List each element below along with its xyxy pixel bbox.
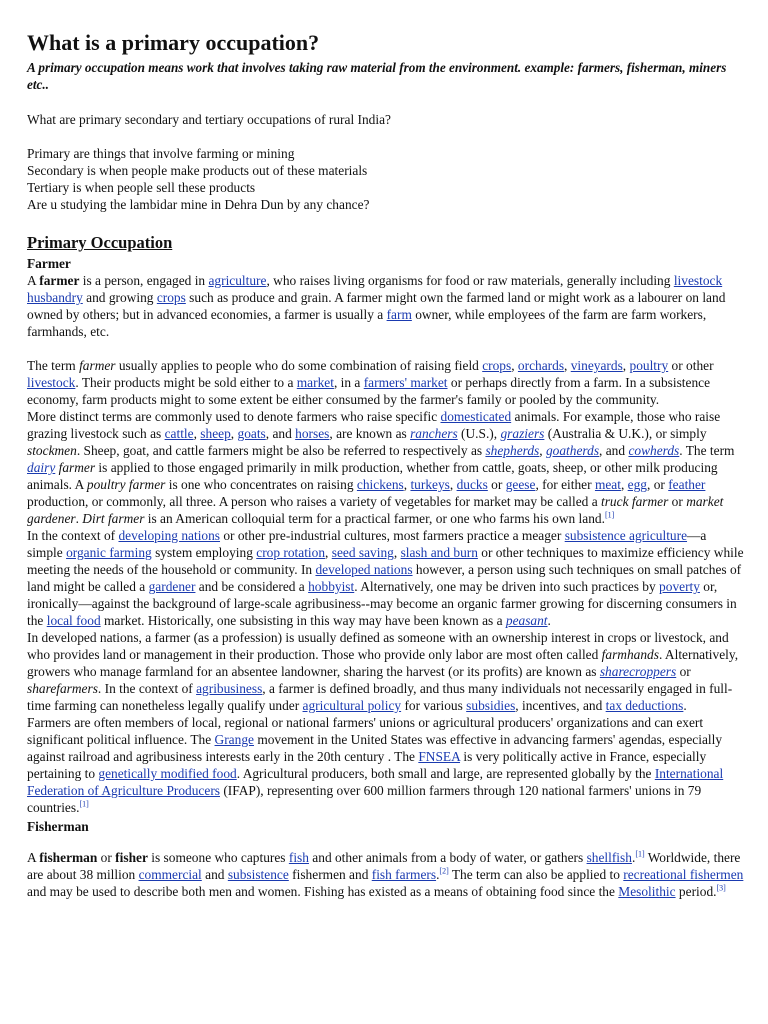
wiki-link[interactable]: market — [296, 375, 334, 390]
wiki-link[interactable]: Grange — [214, 732, 254, 747]
italic-term: poultry farmer — [86, 477, 166, 492]
farmer-paragraph-1: A farmer is a person, engaged in agriculture, who raises living organisms for food or raw materials, generally including livestock husbandry and growing crops such as produce and grain. A farmer might own the farmed land or might work as a labourer on land owned by others; but in advanced economies, a farmer is usually a farm owner, while employees of the farm are farm workers, farmhands, etc. — [27, 273, 726, 339]
wiki-link[interactable]: peasant — [505, 613, 548, 628]
wiki-link[interactable]: crops — [156, 290, 186, 305]
wiki-link[interactable]: subsistence — [227, 867, 289, 882]
citation-link[interactable]: [2] — [439, 866, 449, 876]
answer-line: Secondary is when people make products out of these materials — [27, 163, 368, 178]
italic-term: farmhands — [601, 647, 659, 662]
wiki-link[interactable]: commercial — [138, 867, 202, 882]
wiki-link[interactable]: cowherds — [628, 443, 680, 458]
wiki-link[interactable]: organic farming — [66, 545, 152, 560]
fisherman-heading: Fisherman — [27, 819, 89, 834]
wiki-link[interactable]: gardener — [148, 579, 196, 594]
wiki-link[interactable]: shellfish — [586, 850, 632, 865]
wiki-link[interactable]: sheep — [200, 426, 231, 441]
citation-link[interactable]: [1] — [79, 799, 89, 809]
wiki-link[interactable]: husbandry — [27, 290, 83, 305]
farmer-paragraph-6: Farmers are often members of local, regional or national farmers' unions or agricultural producers' organizations and can exert significant political influence. The Grange movement in the United States was effective in advancing farmers' agendas, especially against railroad and agribusiness interests early in the 20th century . The FNSEA is very politically active in France, especially pertaining to genetically modified food. Agricultural producers, both small and large, are represented globally by the International Federation of Agriculture Producers (IFAP), representing over 600 million farmers through 120 national farmers' unions in 79 countries.[1] — [27, 715, 724, 815]
wiki-link[interactable]: recreational fishermen — [623, 867, 744, 882]
wiki-link[interactable]: egg — [627, 477, 648, 492]
wiki-link[interactable]: developed nations — [315, 562, 413, 577]
wiki-link[interactable]: hobbyist — [308, 579, 355, 594]
section-heading: Primary Occupation — [27, 233, 173, 252]
wiki-link[interactable]: developing nations — [118, 528, 221, 543]
italic-term: stockmen — [27, 443, 77, 458]
wiki-link[interactable]: subsistence agriculture — [564, 528, 688, 543]
wiki-link[interactable]: goats — [237, 426, 266, 441]
answer-block — [27, 145, 744, 213]
answer-line: Are u studying the lambidar mine in Dehra Dun by any chance? — [27, 197, 370, 212]
wiki-link[interactable]: farm — [386, 307, 412, 322]
wiki-link[interactable]: orchards — [517, 358, 565, 373]
wiki-link[interactable]: seed saving — [331, 545, 394, 560]
italic-term: farmer — [79, 358, 116, 373]
wiki-link[interactable]: local food — [46, 613, 101, 628]
wiki-link[interactable]: chickens — [356, 477, 404, 492]
citation-link[interactable]: [1] — [635, 849, 645, 859]
wiki-link[interactable]: agribusiness — [196, 681, 263, 696]
wiki-link[interactable]: tax deductions — [605, 698, 684, 713]
wiki-link[interactable]: poultry — [629, 358, 669, 373]
wiki-link[interactable]: ranchers — [410, 426, 458, 441]
wiki-link[interactable]: agriculture — [208, 273, 267, 288]
bold-term: fisher — [115, 850, 148, 865]
wiki-link[interactable]: livestock — [27, 375, 76, 390]
page-title: What is a primary occupation? — [27, 30, 320, 55]
wiki-link[interactable]: sharecroppers — [599, 664, 677, 679]
wiki-link[interactable]: fish farmers — [371, 867, 437, 882]
wiki-link[interactable]: ducks — [456, 477, 488, 492]
wiki-link[interactable]: subsidies — [466, 698, 516, 713]
farmer-paragraph-5: In developed nations, a farmer (as a profession) is usually defined as someone with an ownership interest in crops or livestock, and who provides land or management in their production. Those who provide only labor are most often called farmhands. Alternatively, growers who manage farmland for an absentee landowner, sharing the harvest (or its profits) are known as sharecroppers or sharefarmers. In the context of agribusiness, a farmer is defined broadly, and thus many individuals not necessarily engaged in full-time farming can nonetheless legally qualify under agricultural policy for various subsidies, incentives, and tax deductions. — [27, 630, 739, 713]
farmer-paragraph-2: The term farmer usually applies to people who do some combination of raising field crops, orchards, vineyards, poultry or other livestock. Their products might be sold either to a market, in a farmers' market or perhaps directly from a farm. In a subsistence economy, farm products might to some extent be either consumed by the farmer's family or pooled by the community. — [27, 358, 714, 407]
wiki-link[interactable]: goatherds — [545, 443, 600, 458]
farmer-heading: Farmer — [27, 256, 71, 271]
wiki-link[interactable]: geese — [505, 477, 536, 492]
wiki-link[interactable]: shepherds — [485, 443, 540, 458]
wiki-link[interactable]: turkeys — [410, 477, 450, 492]
question-text: What are primary secondary and tertiary occupations of rural India? — [27, 112, 391, 127]
wiki-link[interactable]: feather — [668, 477, 706, 492]
wiki-link[interactable]: International Federation of Agriculture Producers — [27, 766, 724, 798]
wiki-link[interactable]: poverty — [659, 579, 700, 594]
wiki-link[interactable]: farmers' market — [363, 375, 448, 390]
italic-term: sharefarmers — [27, 681, 98, 696]
wiki-link[interactable]: meat — [594, 477, 621, 492]
farmer-paragraph-3: More distinct terms are commonly used to denote farmers who raise specific domesticated animals. For example, those who raise grazing livestock such as cattle, sheep, goats, and horses, are known as ranchers (U.S.), graziers (Australia & U.K.), or simply stockmen. Sheep, goat, and cattle farmers might be also be referred to respectively as shepherds, goatherds, and cowherds. The term dairy farmer is applied to those engaged primarily in milk production, whether from cattle, goats, sheep, or other milk producing animals. A poultry farmer is one who concentrates on raising chickens, turkeys, ducks or geese, for either meat, egg, or feather production, or commonly, all three. A person who raises a variety of vegetables for market may be called a truck farmer or market gardener. Dirt farmer is an American colloquial term for a practical farmer, or one who farms his own land.[1] — [27, 409, 735, 526]
wiki-link[interactable]: vineyards — [570, 358, 623, 373]
wiki-link[interactable]: cattle — [164, 426, 194, 441]
bold-term: fisherman — [39, 850, 98, 865]
wiki-link[interactable]: genetically modified food — [98, 766, 237, 781]
italic-term: farmer — [55, 460, 96, 475]
wiki-link[interactable]: slash and burn — [400, 545, 478, 560]
citation-link[interactable]: [3] — [716, 883, 726, 893]
wiki-link[interactable]: Mesolithic — [618, 884, 676, 899]
answer-line: Tertiary is when people sell these products — [27, 180, 256, 195]
wiki-link[interactable]: graziers — [500, 426, 545, 441]
wiki-link[interactable]: crops — [482, 358, 512, 373]
wiki-link[interactable]: fish — [288, 850, 309, 865]
wiki-link[interactable]: agricultural policy — [302, 698, 402, 713]
italic-term: Dirt farmer — [82, 511, 145, 526]
italic-term: market gardener — [27, 494, 724, 526]
bold-term: farmer — [39, 273, 80, 288]
wiki-link[interactable]: crop rotation — [256, 545, 326, 560]
wiki-link[interactable]: livestock — [673, 273, 723, 288]
answer-line: Primary are things that involve farming or mining — [27, 146, 295, 161]
wiki-link[interactable]: dairy — [27, 460, 56, 475]
farmer-paragraph-4: In the context of developing nations or other pre-industrial cultures, most farmers practice a meager subsistence agriculture—a simple organic farming system employing crop rotation, seed saving, slash and burn or other techniques to maximize efficiency while meeting the needs of the household or community. In developed nations however, a person using such techniques on small patches of land might be called a gardener and be considered a hobbyist. Alternatively, one may be driven into such practices by poverty or, ironically—against the background of large-scale agribusiness--may become an organic farmer growing for discerning consumers in the local food market. Historically, one subsisting in this way may have been known as a peasant. — [27, 528, 744, 628]
fisherman-paragraph-1: A fisherman or fisher is someone who captures fish and other animals from a body of water, or gathers shellfish.[1] Worldwide, there are about 38 million commercial and subsistence fishermen and fish farmers.[2] The term can also be applied to recreational fishermen and may be used to describe both men and women. Fishing has existed as a means of obtaining food since the Mesolithic period.[3] — [27, 849, 744, 899]
page-subtitle: A primary occupation means work that involves taking raw material from the environment. example: farmers, fisherman, miners etc.. — [27, 60, 727, 92]
wiki-link[interactable]: horses — [295, 426, 330, 441]
wiki-link[interactable]: domesticated — [440, 409, 512, 424]
citation-link[interactable]: [1] — [604, 510, 615, 520]
wiki-link[interactable]: FNSEA — [418, 749, 461, 764]
italic-term: truck farmer — [601, 494, 669, 509]
